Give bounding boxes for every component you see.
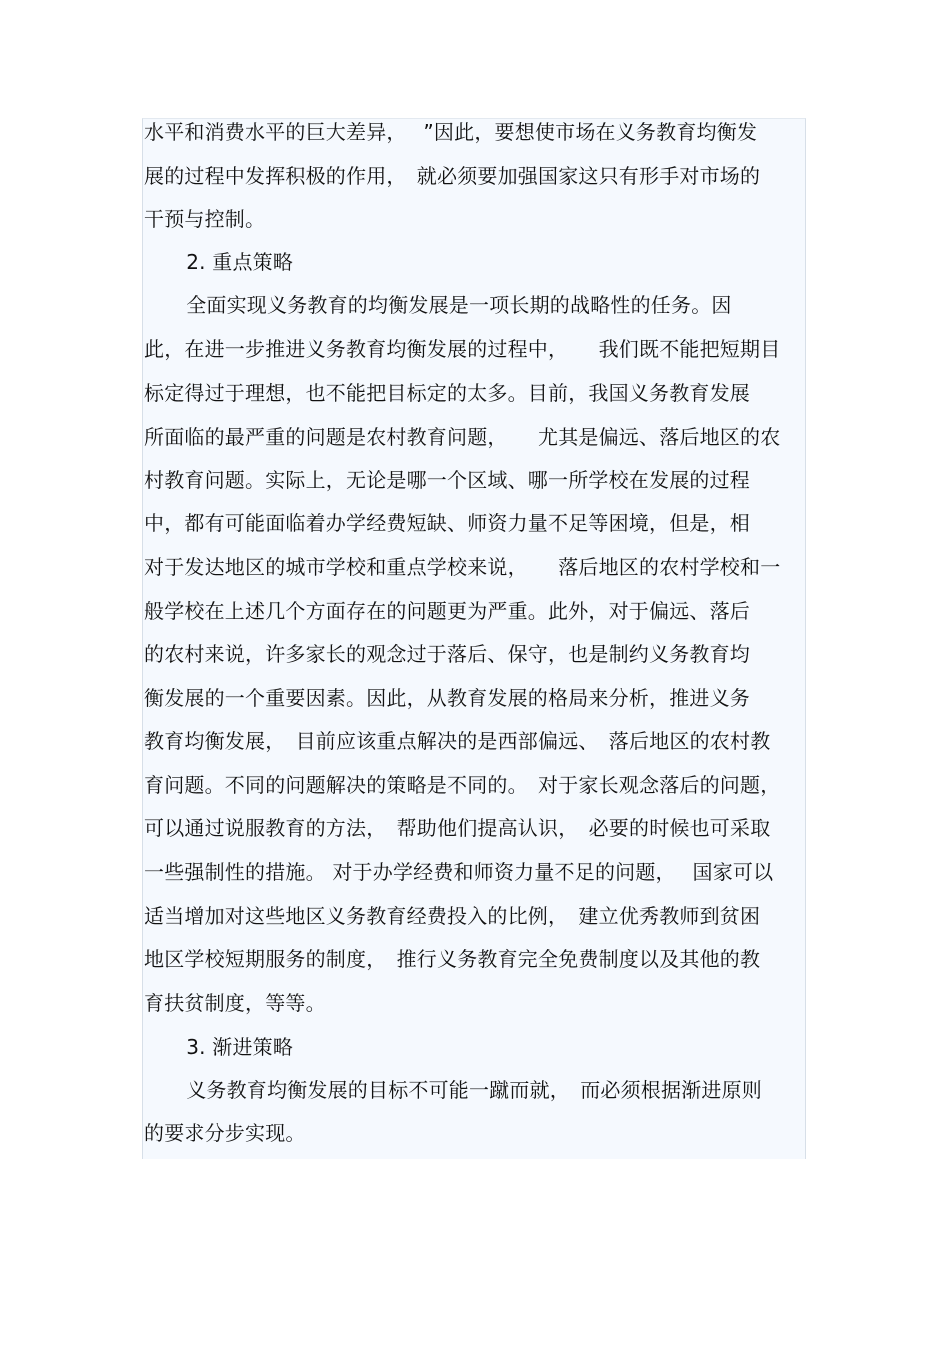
paragraph-line: 此，在进一步推进义务教育均衡发展的过程中， 我们既不能把短期目 <box>144 337 781 361</box>
paragraph-line: 对于发达地区的城市学校和重点学校来说， 落后地区的农村学校和一 <box>144 555 781 579</box>
paragraph-line: 适当增加对这些地区义务教育经费投入的比例， 建立优秀教师到贫困 <box>144 904 761 928</box>
paragraph-line: 育扶贫制度，等等。 <box>144 991 326 1015</box>
paragraph-line: 可以通过说服教育的方法， 帮助他们提高认识， 必要的时候也可采取 <box>144 816 771 840</box>
paragraph-line: 干预与控制。 <box>144 207 266 231</box>
paragraph-line: 中，都有可能面临着办学经费短缺、师资力量不足等困境，但是，相 <box>144 511 750 535</box>
paragraph-line: 义务教育均衡发展的目标不可能一蹴而就， 而必须根据渐进原则 <box>166 1078 762 1102</box>
paragraph-line: 标定得过于理想，也不能把目标定的太多。目前，我国义务教育发展 <box>144 381 750 405</box>
paragraph-line: 所面临的最严重的问题是农村教育问题， 尤其是偏远、落后地区的农 <box>144 425 781 449</box>
paragraph-line: 地区学校短期服务的制度， 推行义务教育完全免费制度以及其他的教 <box>144 947 761 971</box>
paragraph-line: 的要求分步实现。 <box>144 1121 306 1145</box>
paragraph-line: 的农村来说，许多家长的观念过于落后、保守，也是制约义务教育均 <box>144 642 750 666</box>
paragraph-line: 一些强制性的措施。 对于办学经费和师资力量不足的问题， 国家可以 <box>144 860 774 884</box>
paragraph-line: 衡发展的一个重要因素。因此，从教育发展的格局来分析，推进义务 <box>144 686 750 710</box>
paragraph-line: 展的过程中发挥积极的作用， 就必须要加强国家这只有形手对市场的 <box>144 164 761 188</box>
paragraph-line: 全面实现义务教育的均衡发展是一项长期的战略性的任务。因 <box>166 293 732 317</box>
paragraph-line: 村教育问题。实际上，无论是哪一个区域、哪一所学校在发展的过程 <box>144 468 750 492</box>
paragraph-line: 育问题。不同的问题解决的策略是不同的。 对于家长观念落后的问题， <box>144 773 781 797</box>
paragraph-line: 般学校在上述几个方面存在的问题更为严重。此外，对于偏远、落后 <box>144 599 750 623</box>
section-heading-key-strategy: 2. 重点策略 <box>166 250 294 274</box>
section-heading-gradual-strategy: 3. 渐进策略 <box>166 1035 294 1059</box>
paragraph-line: 水平和消费水平的巨大差异， ”因此，要想使市场在义务教育均衡发 <box>144 120 758 144</box>
paragraph-line: 教育均衡发展， 目前应该重点解决的是西部偏远、 落后地区的农村教 <box>144 729 771 753</box>
